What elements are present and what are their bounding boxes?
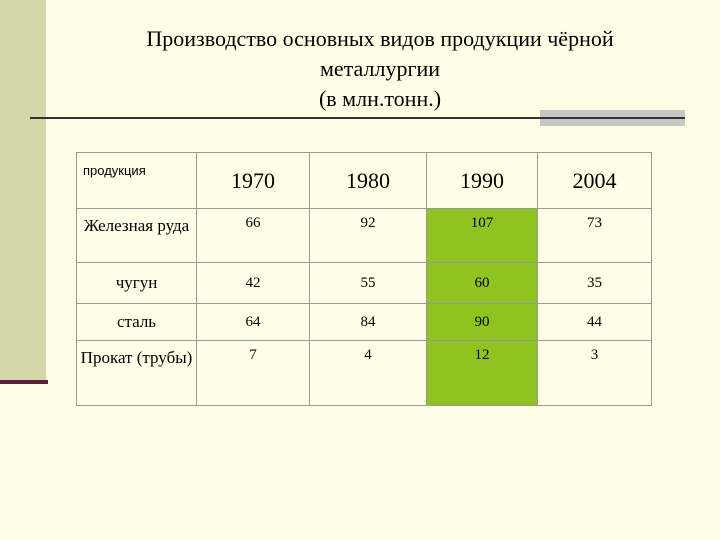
title-line-2: металлургии	[319, 56, 441, 81]
decorative-side-strip	[0, 0, 46, 382]
table-row	[77, 304, 652, 341]
cell-value-highlighted: 90	[427, 304, 538, 341]
row-label-iron-ore: Железная руда	[77, 209, 197, 263]
row-label-rolled-pipes: Прокат (трубы)	[77, 341, 197, 406]
cell-value: 55	[310, 263, 427, 304]
header-year-2004: 2004	[538, 153, 652, 209]
table-row	[77, 263, 652, 304]
cell-value: 66	[197, 209, 310, 263]
cell-value: 42	[197, 263, 310, 304]
production-table	[76, 152, 652, 406]
row-label-steel: сталь	[77, 304, 197, 341]
cell-value: 73	[538, 209, 652, 263]
cell-value-highlighted: 60	[427, 263, 538, 304]
cell-value: 4	[310, 341, 427, 406]
cell-value: 44	[538, 304, 652, 341]
title-divider	[30, 117, 685, 119]
cell-value: 35	[538, 263, 652, 304]
table-row	[77, 209, 652, 263]
cell-value: 84	[310, 304, 427, 341]
title-line-3: (в млн.тонн.)	[318, 86, 442, 111]
slide-title	[90, 24, 670, 114]
row-label-pig-iron: чугун	[77, 263, 197, 304]
cell-value-highlighted: 12	[427, 341, 538, 406]
table-header-row	[77, 153, 652, 209]
cell-value-highlighted: 107	[427, 209, 538, 263]
title-line-1: Производство основных видов продукции чёрной	[146, 26, 614, 51]
table-row	[77, 341, 652, 406]
header-year-1990: 1990	[427, 153, 538, 209]
header-product: продукция	[77, 153, 197, 209]
header-year-1980: 1980	[310, 153, 427, 209]
cell-value: 3	[538, 341, 652, 406]
cell-value: 64	[197, 304, 310, 341]
cell-value: 7	[197, 341, 310, 406]
decorative-side-line	[0, 380, 48, 384]
cell-value: 92	[310, 209, 427, 263]
header-year-1970: 1970	[197, 153, 310, 209]
